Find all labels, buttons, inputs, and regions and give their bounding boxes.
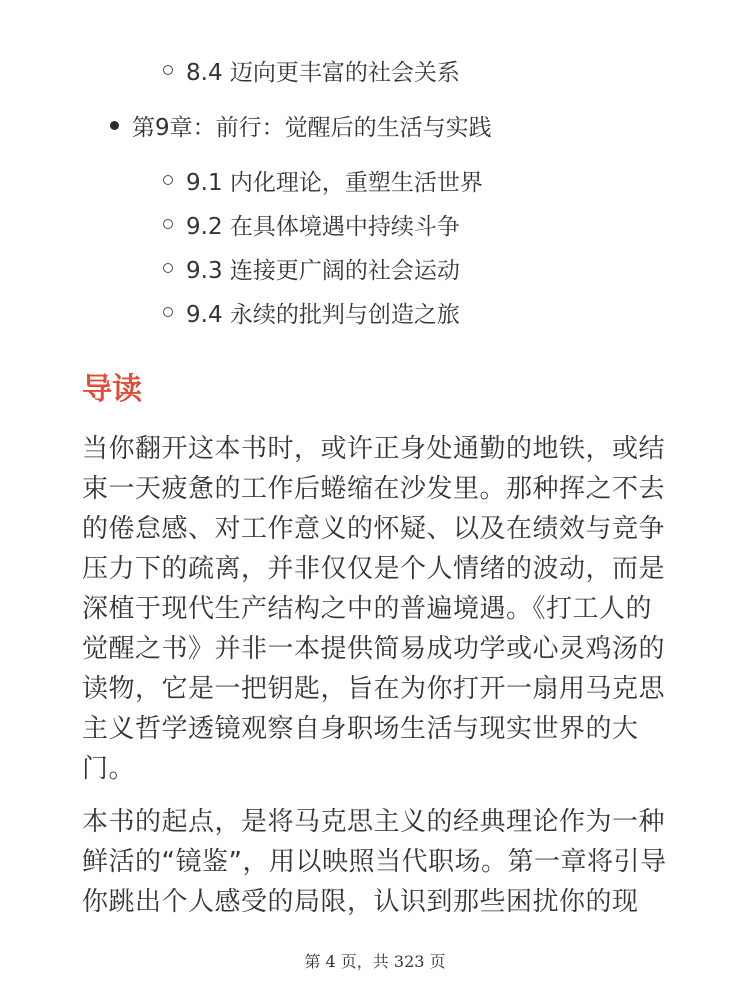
toc-item-label: 9.4 永续的批判与创造之旅 [186, 301, 460, 328]
toc-item-label: 9.2 在具体境遇中持续斗争 [186, 213, 460, 240]
circle-bullet-icon [163, 219, 173, 229]
disc-bullet-icon [110, 121, 119, 130]
body-paragraph: 当你翻开这本书时，或许正身处通勤的地铁，或结束一天疲惫的工作后蜷缩在沙发里。那种挥之不去的倦怠感、对工作意义的怀疑、以及在绩效与竞争压力下的疏离，并非仅仅是个人情绪的波动，而是深植于现代生产结构之中的普遍境遇。《打工人的觉醒之书》并非一本提供简易成功学或心灵鸡汤的读物，它是一把钥匙，旨在为你打开一扇用马克思主义哲学透镜观察自身职场生活与现实世界的大门。 [82, 434, 666, 784]
toc-item [82, 48, 668, 92]
circle-bullet-icon [163, 65, 173, 75]
toc-item [82, 158, 668, 202]
toc-item-label: 9.1 内化理论，重塑生活世界 [186, 169, 483, 196]
toc-item-label: 8.4 迈向更丰富的社会关系 [186, 59, 460, 86]
toc-item [82, 202, 668, 246]
toc-item-chapter [82, 103, 668, 147]
circle-bullet-icon [163, 263, 173, 273]
circle-bullet-icon [163, 307, 173, 317]
table-of-contents [82, 0, 668, 334]
footer [0, 949, 750, 972]
section-heading: 导读 [82, 372, 142, 407]
toc-item [82, 290, 668, 334]
body-paragraph: 本书的起点，是将马克思主义的经典理论作为一种鲜活的“镜鉴”，用以映照当代职场。第一章将引导你跳出个人感受的局限，认识到那些困扰你的现 [82, 807, 667, 917]
toc-item-label: 9.3 连接更广阔的社会运动 [186, 257, 460, 284]
toc-item [82, 246, 668, 290]
toc-item-label: 第9章：前行：觉醒后的生活与实践 [132, 114, 492, 141]
circle-bullet-icon [163, 175, 173, 185]
page-indicator: 第 4 页，共 323 页 [304, 952, 446, 971]
